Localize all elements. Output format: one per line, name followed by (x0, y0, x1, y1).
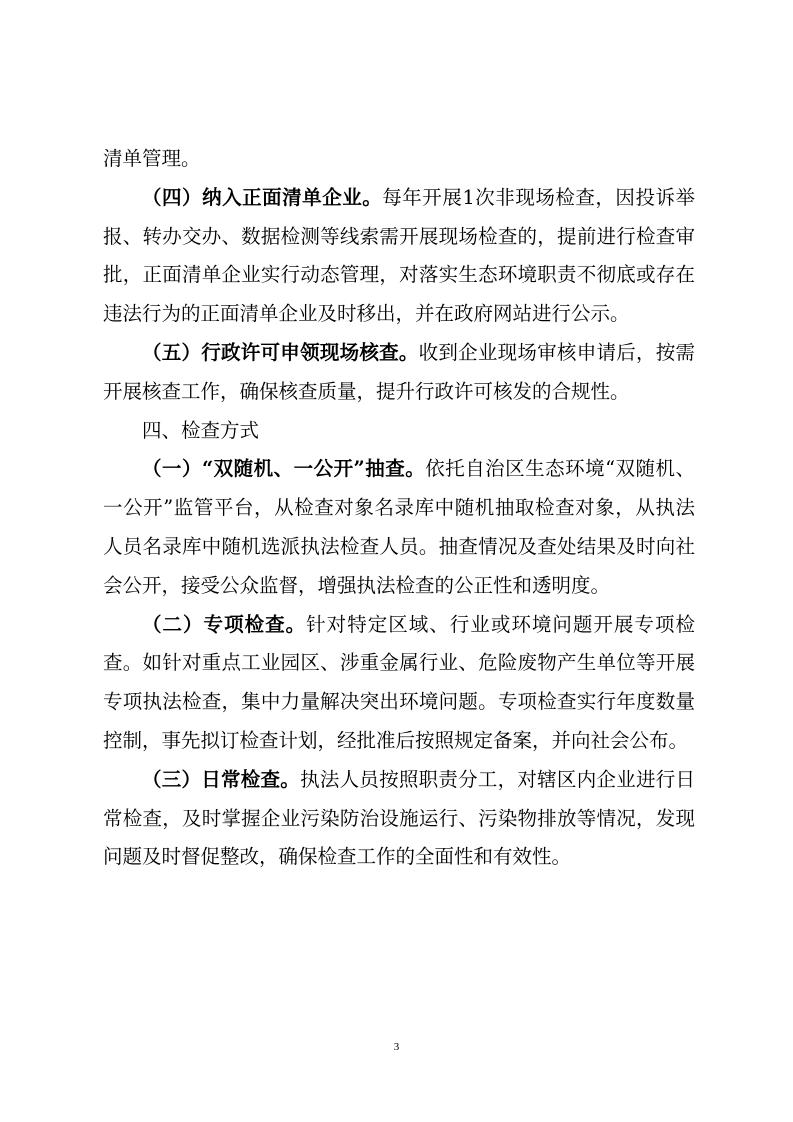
paragraph-text: 依托自治区生态环境“双随机、一公开”监管平台，从检查对象名录库中随机抽取检查对象，从执法人员名录库中随机选派执法检查人员。抽查情况及查处结果及时向社会公开，接受公众监督，增强执法检查的公正性和透明度。 (103, 457, 695, 597)
paragraph-continuation (103, 140, 695, 179)
paragraph-daily-inspection (103, 761, 695, 877)
paragraph-text: 每年开展1次非现场检查，因投诉举报、转办交办、数据检测等线索需开展现场检查的，提前进行检查审批，正面清单企业实行动态管理，对落实生态环境职责不彻底或存在违法行为的正面清单企业及时移出，并在政府网站进行公示。 (103, 185, 695, 326)
paragraph-lead: （一）“双随机、一公开”抽查。 (142, 457, 426, 481)
paragraph-lead: （五）行政许可申领现场核查。 (142, 340, 419, 364)
paragraph-special-inspection (103, 606, 695, 761)
paragraph-random-inspection (103, 450, 695, 605)
paragraph-text: 执法人员按照职责分工，对辖区内企业进行日常检查，及时掌握企业污染防治设施运行、污染物排放等情况，发现问题及时督促整改，确保检查工作的全面性和有效性。 (103, 767, 695, 869)
paragraph-lead: （三）日常检查。 (142, 767, 301, 791)
paragraph-license-check (103, 334, 695, 412)
paragraph-lead: （二）专项检查。 (142, 612, 307, 636)
page-number: 3 (393, 1041, 400, 1053)
paragraph-text: 清单管理。 (103, 147, 201, 170)
paragraph-lead: （四）纳入正面清单企业。 (142, 185, 383, 209)
paragraph-text: 收到企业现场审核申请后，按需开展核查工作，确保核查质量，提升行政许可核发的合规性。 (103, 340, 695, 403)
section-heading (103, 412, 695, 451)
paragraph-text: 针对特定区域、行业或环境问题开展专项检查。如针对重点工业园区、涉重金属行业、危险废物产生单位等开展专项执法检查，集中力量解决突出环境问题。专项检查实行年度数量控制，事先拟订检查计划，经批准后按照规定备案，并向社会公布。 (103, 612, 695, 752)
section-heading-text: 四、检查方式 (142, 418, 260, 442)
paragraph-positive-list (103, 179, 695, 334)
document-page (103, 140, 695, 877)
